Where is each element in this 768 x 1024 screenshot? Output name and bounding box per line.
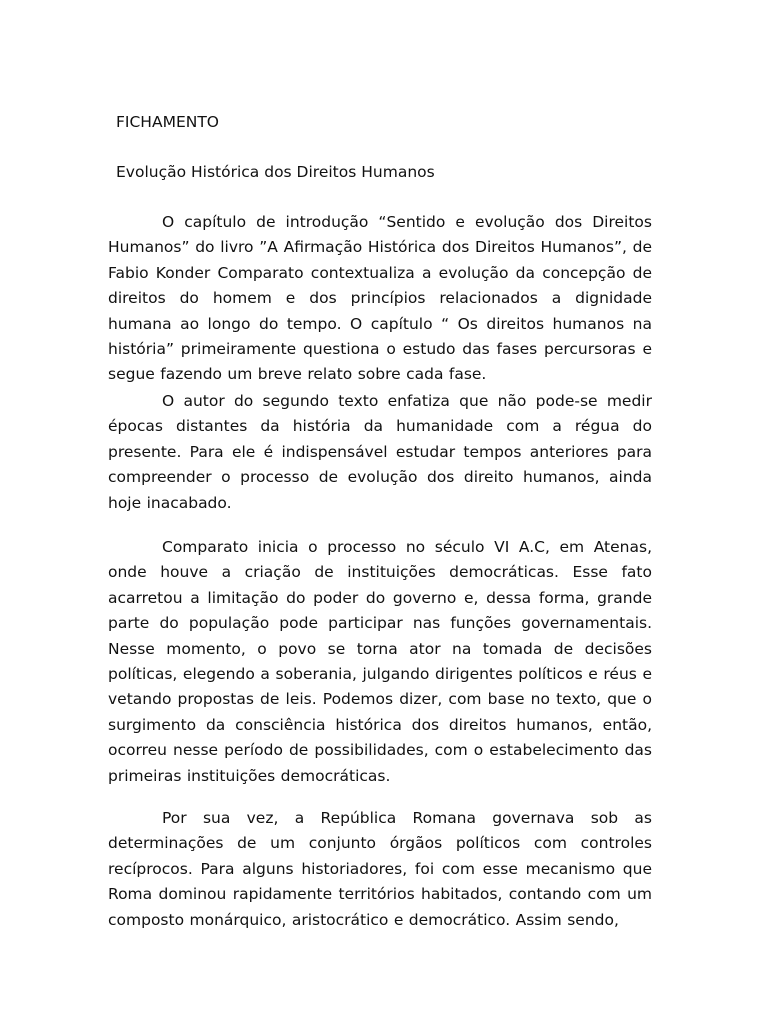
paragraph-athens: Comparato inicia o processo no século VI A.C, em Atenas, onde houve a criação de instituições democráticas. Esse fato acarretou a limitação do poder do governo e, dessa forma, grande parte do população pode participar nas funções governamentais. Nesse momento, o povo se torna ator na tomada de decisões políticas, elegendo a soberania, julgando dirigentes políticos e réus e vetando propostas de leis. Podemos dizer, com base no texto, que o surgimento da consciência histórica dos direitos humanos, então, ocorreu nesse período de possibilidades, com o estabelecimento das primeiras instituições democráticas. — [108, 538, 652, 785]
document-subtitle: Evolução Histórica dos Direitos Humanos — [116, 163, 435, 181]
paragraph-introduction: O capítulo de introdução “Sentido e evolução dos Direitos Humanos” do livro ”A Afirmação Histórica dos Direitos Humanos”, de Fabio Konder Comparato contextualiza a evolução da concepção de direitos do homem e dos princípios relacionados a dignidade humana ao longo do tempo. O capítulo “ Os direitos humanos na história” primeiramente questiona o estudo das fases percursoras e segue fazendo um breve relato sobre cada fase. — [108, 213, 652, 384]
paragraph-roman-republic: Por sua vez, a República Romana governava sob as determinações de um conjunto órgãos políticos com controles recíprocos. Para alguns historiadores, foi com esse mecanismo que Roma dominou rapidamente territórios habitados, contando com um composto monárquico, aristocrático e democrático. Assim sendo, — [108, 809, 652, 929]
document-title: FICHAMENTO — [116, 113, 219, 131]
paragraph-author-argument: O autor do segundo texto enfatiza que não pode-se medir épocas distantes da história da humanidade com a régua do presente. Para ele é indispensável estudar tempos anteriores para compreender o processo de evolução dos direito humanos, ainda hoje inacabado. — [108, 392, 652, 512]
